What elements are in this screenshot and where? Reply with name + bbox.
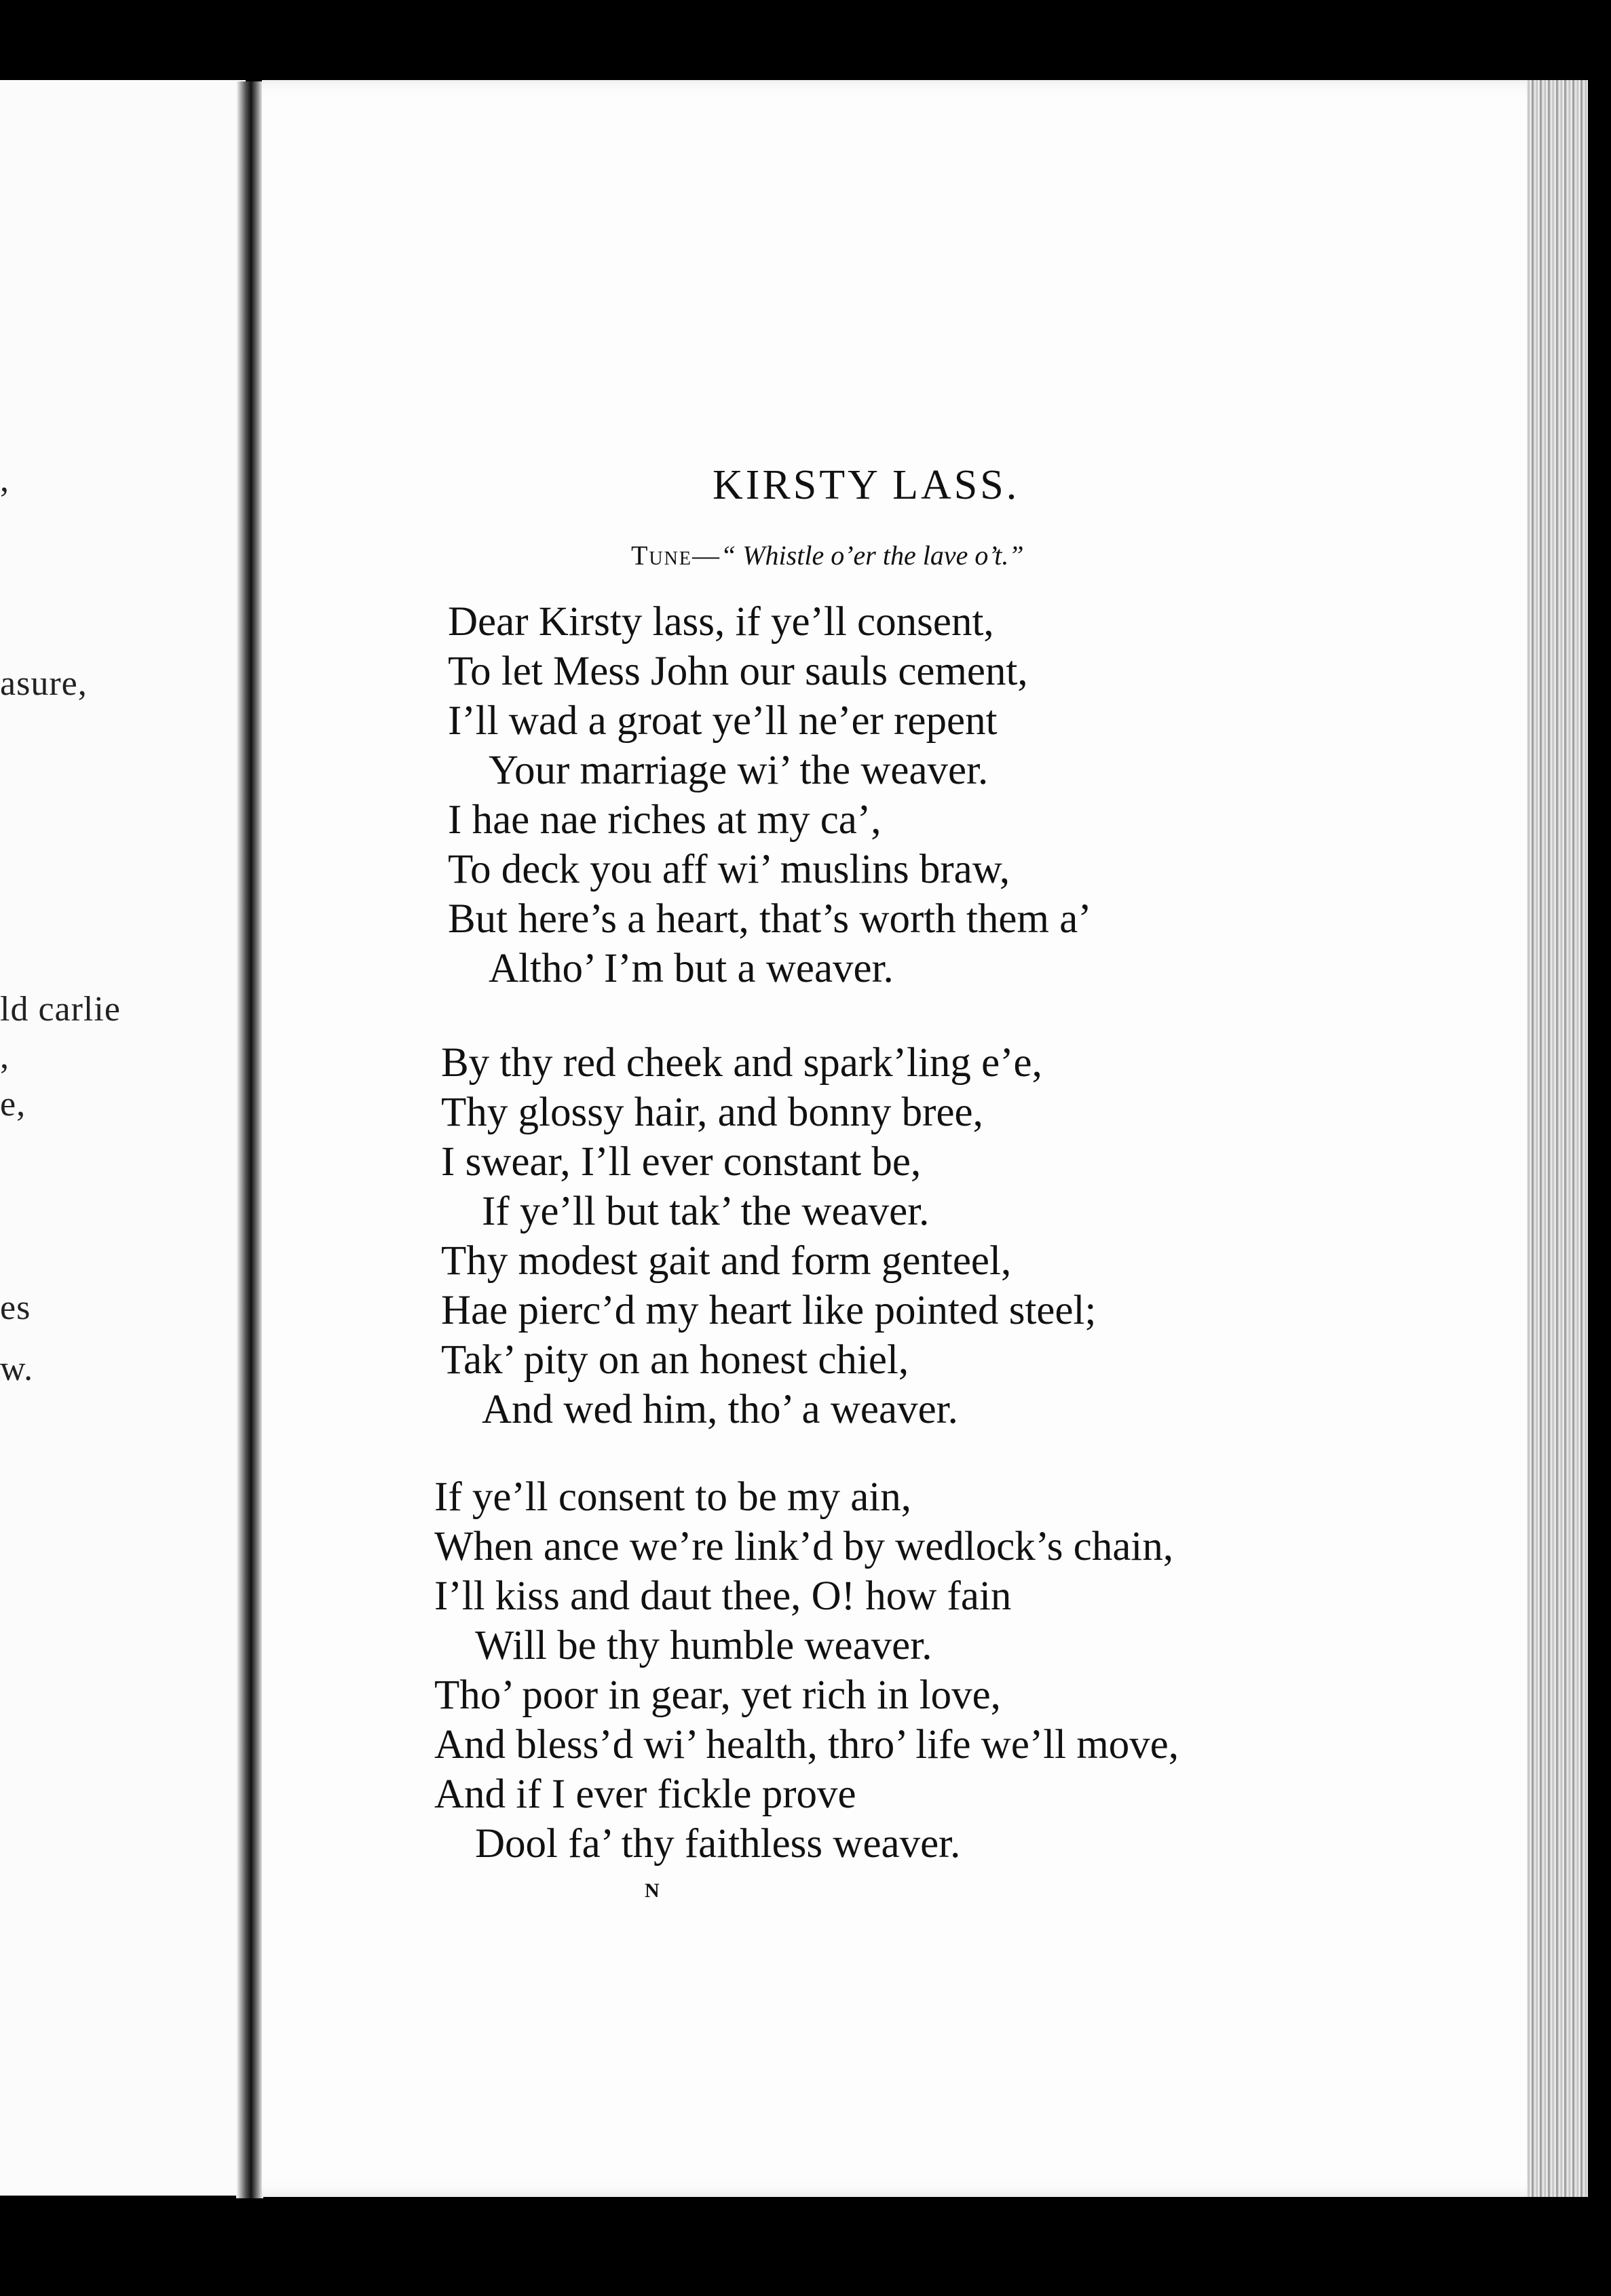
verse-line: To let Mess John our sauls cement, [448,649,1028,694]
verse-line: I hae nae riches at my ca’, [448,797,882,843]
signature-mark: N [645,1879,660,1902]
verse-line: Dear Kirsty lass, if ye’ll consent, [448,599,994,645]
verse-line: I’ll kiss and daut thee, O! how fain [434,1573,1012,1619]
verse-line: Thy glossy hair, and bonny bree, [441,1090,983,1135]
stanza-1 [448,597,1092,993]
verse-line: Will be thy humble weaver. [475,1623,932,1668]
verse-line: And if I ever fickle prove [434,1772,856,1817]
verse-line: But here’s a heart, that’s worth them a’ [448,896,1092,942]
verse-line: Your marriage wi’ the weaver. [489,748,989,793]
stanza-3 [434,1472,1179,1869]
tune-line [631,539,1024,571]
facing-page-fragment: ld carlie [0,990,121,1029]
stanza-2 [441,1038,1096,1434]
facing-page-fragment: , [0,461,10,499]
verse-line: I’ll wad a groat ye’ll ne’er repent [448,698,998,744]
verse-line: Tho’ poor in gear, yet rich in love, [434,1672,1001,1718]
verse-line: Hae pierc’d my heart like pointed steel; [441,1288,1097,1333]
verse-line: I swear, I’ll ever constant be, [441,1139,922,1185]
verse-line: If ye’ll consent to be my ain, [434,1474,911,1520]
facing-page [0,80,246,2196]
facing-page-fragment: asure, [0,664,88,703]
tune-name: “ Whistle o’er the lave o’t.” [720,540,1024,571]
verse-line: To deck you aff wi’ muslins braw, [448,847,1010,892]
facing-page-fragment: e, [0,1085,26,1124]
tune-label: Tune— [631,540,721,571]
verse-line: And wed him, tho’ a weaver. [482,1387,958,1432]
facing-page-fragment: es [0,1288,31,1327]
book-gutter [236,81,263,2198]
verse-line: Altho’ I’m but a weaver. [489,946,894,991]
verse-line: Thy modest gait and form genteel, [441,1238,1012,1284]
verse-line: Tak’ pity on an honest chiel, [441,1337,909,1383]
facing-page-fragment: , [0,1037,10,1076]
verse-line: When ance we’re link’d by wedlock’s chain, [434,1524,1174,1569]
verse-line: And bless’d wi’ health, thro’ life we’ll move, [434,1722,1179,1767]
poem-title: KIRSTY LASS. [713,462,1020,508]
facing-page-fragment: w. [0,1350,34,1388]
verse-line: Dool fa’ thy faithless weaver. [475,1821,961,1867]
verse-line: By thy red cheek and spark’ling e’e, [441,1040,1042,1086]
page-edge [1527,80,1588,2197]
verse-line: If ye’ll but tak’ the weaver. [482,1189,930,1234]
